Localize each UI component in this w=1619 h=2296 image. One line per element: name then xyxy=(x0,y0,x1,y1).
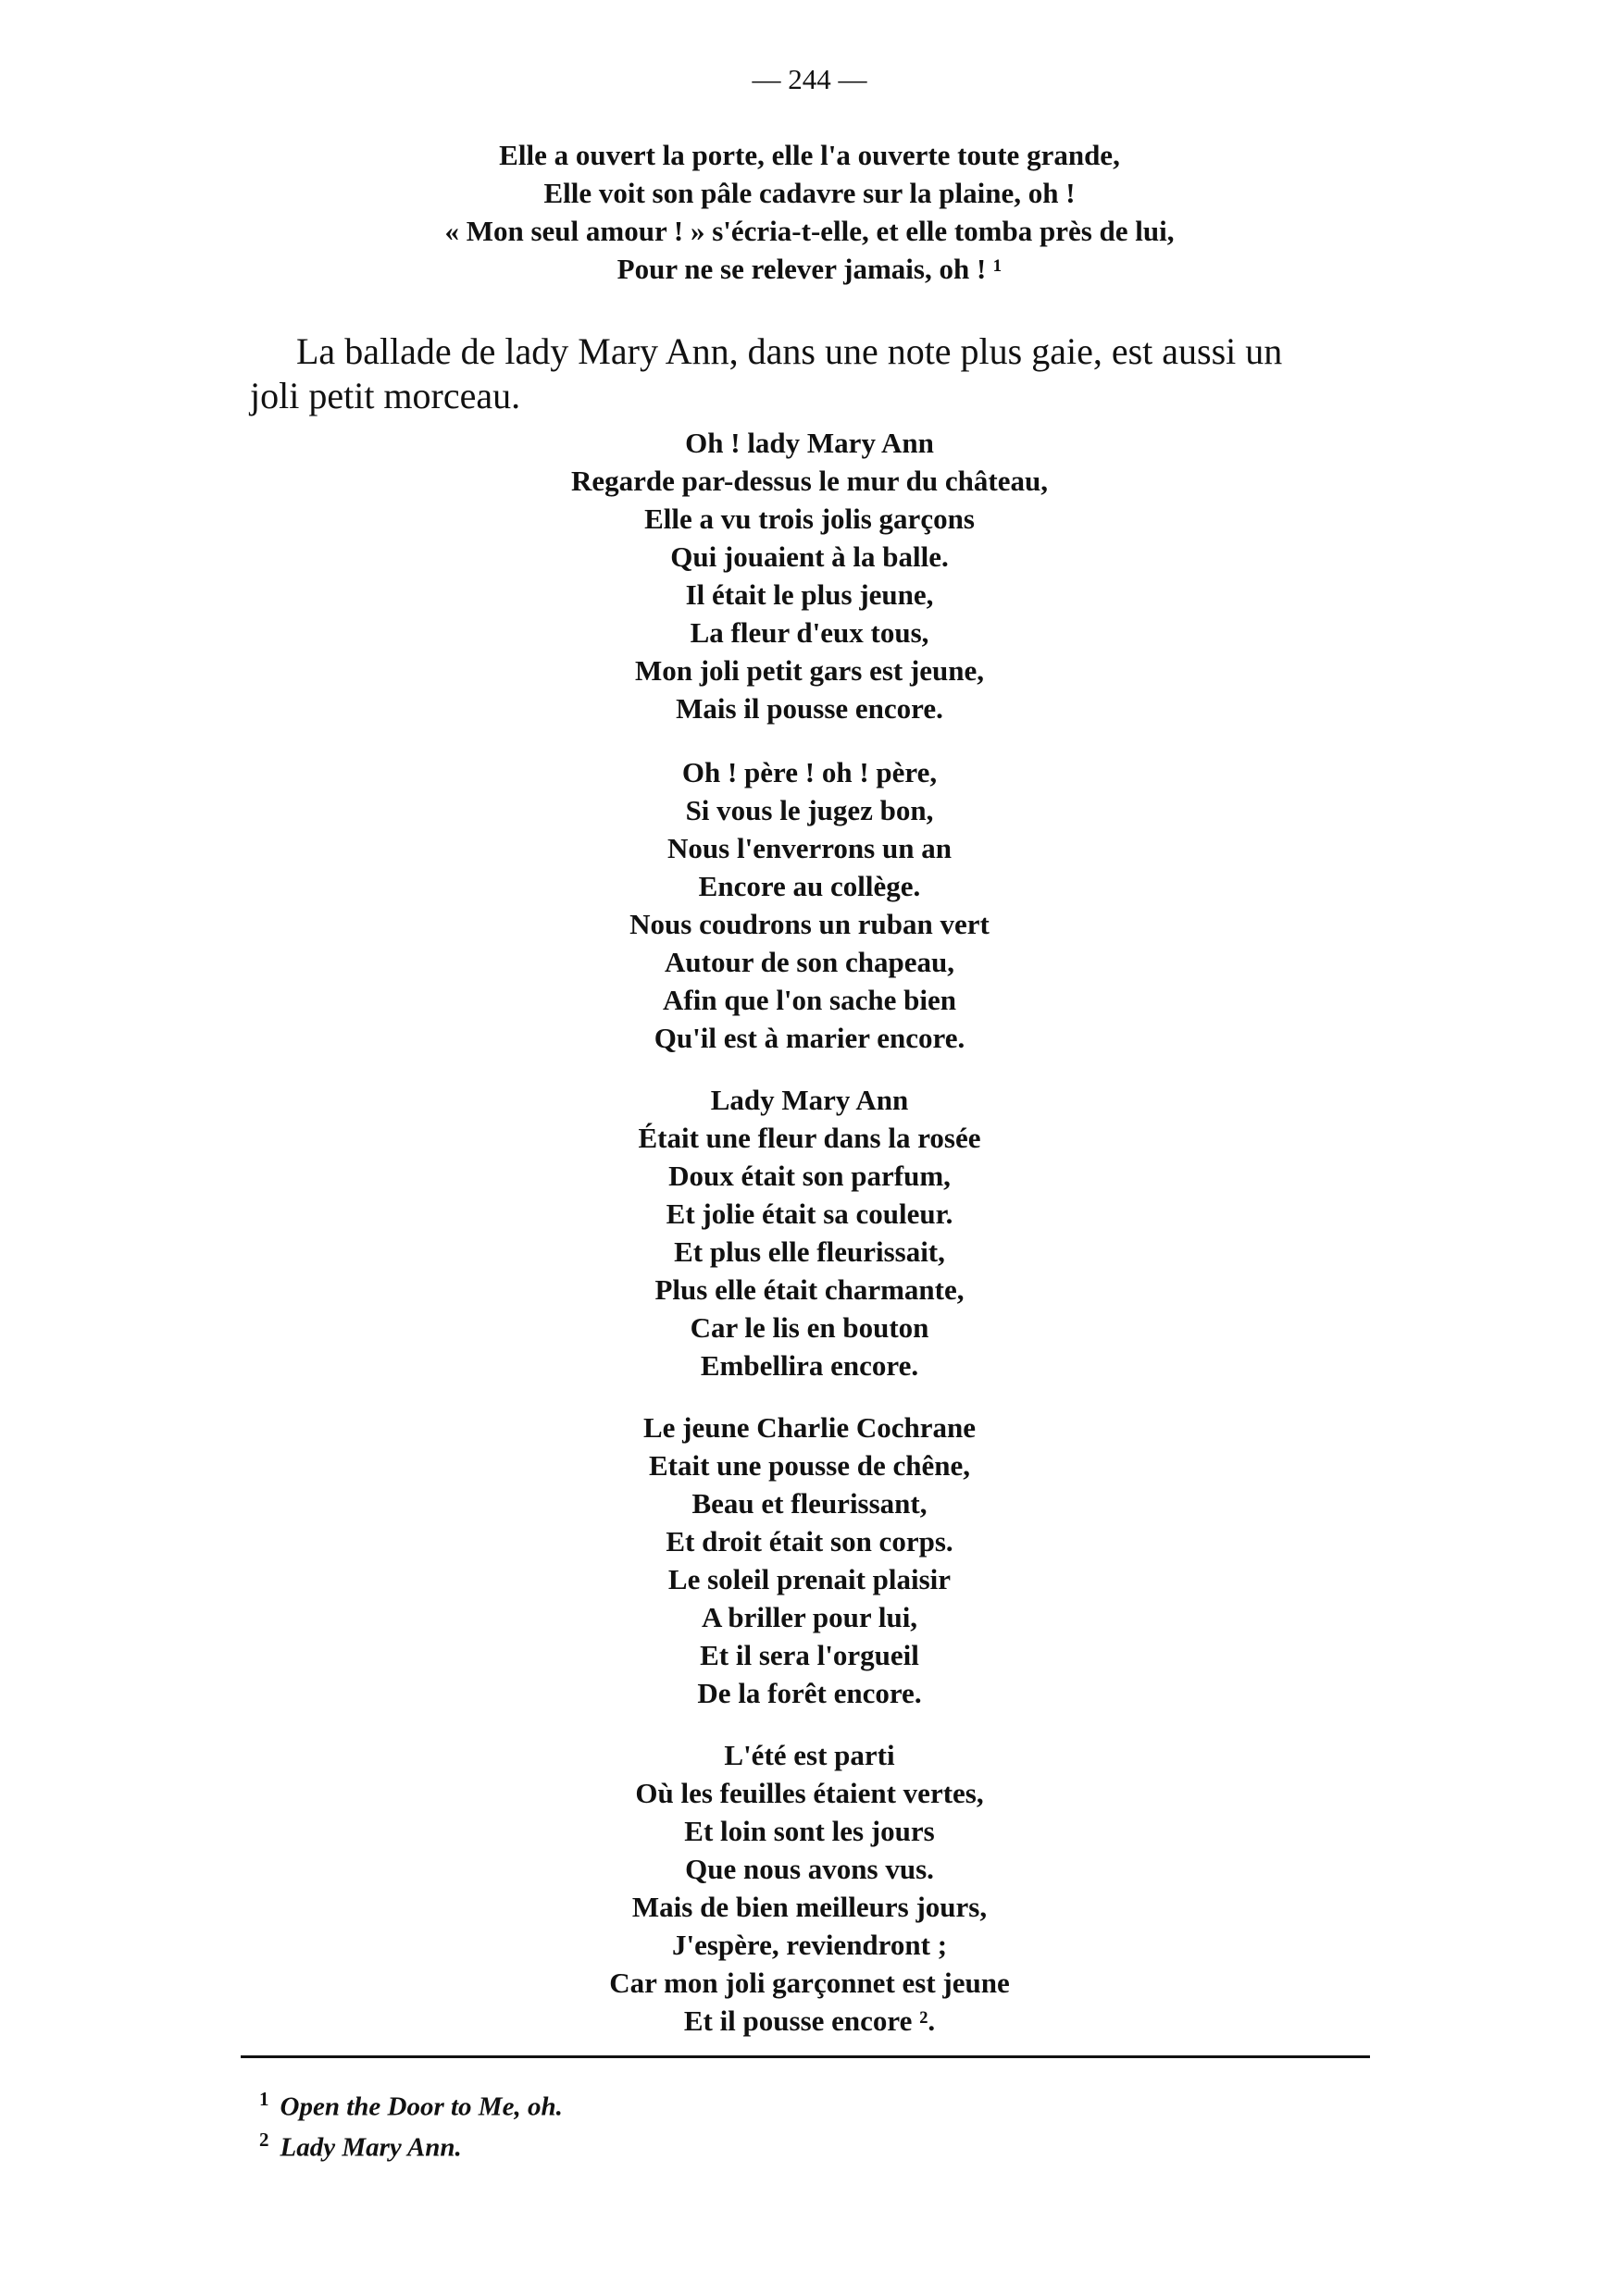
footnote-number: 2 xyxy=(259,2128,269,2151)
verse-line: Etait une pousse de chêne, xyxy=(648,1449,971,1482)
stanza-top xyxy=(0,136,1619,288)
footnote-number: 1 xyxy=(259,2088,269,2110)
paragraph-line: joli petit morceau. xyxy=(250,375,521,416)
verse-line: Il était le plus jeune, xyxy=(685,578,934,611)
verse-line: Pour ne se relever jamais, oh ! ¹ xyxy=(616,253,1003,285)
verse-line: « Mon seul amour ! » s'écria-t-elle, et elle tomba près de lui, xyxy=(444,215,1175,247)
verse-line: Et loin sont les jours xyxy=(684,1815,935,1847)
verse-line: Elle a vu trois jolis garçons xyxy=(644,503,975,535)
verse-line: Oh ! lady Mary Ann xyxy=(685,427,934,459)
verse-line: Qu'il est à marier encore. xyxy=(654,1022,965,1054)
verse-line: Elle a ouvert la porte, elle l'a ouverte toute grande, xyxy=(499,139,1120,171)
footnote xyxy=(259,2119,1277,2163)
verse-line: Embellira encore. xyxy=(700,1349,919,1382)
verse-line: Si vous le jugez bon, xyxy=(685,794,934,826)
body-paragraph xyxy=(250,329,1398,418)
verse-line: Car mon joli garçonnet est jeune xyxy=(609,1967,1010,1999)
verse-line: De la forêt encore. xyxy=(697,1677,922,1709)
verse-line: Qui jouaient à la balle. xyxy=(670,540,949,573)
verse-line: Oh ! père ! oh ! père, xyxy=(681,756,938,788)
verse-line: Et plus elle fleurissait, xyxy=(674,1235,945,1268)
verse-line: Elle voit son pâle cadavre sur la plaine, oh ! xyxy=(543,177,1076,209)
verse-line: Beau et fleurissant, xyxy=(691,1487,928,1520)
verse-line: Que nous avons vus. xyxy=(685,1853,934,1885)
verse-line: Nous coudrons un ruban vert xyxy=(629,908,990,940)
poem-stanza-2 xyxy=(0,753,1619,1057)
verse-line: Mais de bien meilleurs jours, xyxy=(631,1891,988,1923)
verse-line: L'été est parti xyxy=(724,1739,895,1771)
verse-line: A briller pour lui, xyxy=(701,1601,918,1633)
poem-stanza-5 xyxy=(0,1736,1619,2040)
footnote-text: Lady Mary Ann. xyxy=(280,2132,462,2163)
poem-stanza-4 xyxy=(0,1409,1619,1712)
verse-line: Car le lis en bouton xyxy=(690,1311,929,1344)
verse-line: Était une fleur dans la rosée xyxy=(638,1122,981,1154)
footnote-divider xyxy=(241,2055,1370,2058)
verse-line: Et il sera l'orgueil xyxy=(700,1639,919,1671)
verse-line: Doux était son parfum, xyxy=(668,1160,951,1192)
verse-line: Lady Mary Ann xyxy=(710,1084,909,1116)
verse-line: Le jeune Charlie Cochrane xyxy=(642,1411,977,1444)
page-number: — 244 — xyxy=(752,63,867,95)
verse-line: Où les feuilles étaient vertes, xyxy=(635,1777,984,1809)
verse-line: Et jolie était sa couleur. xyxy=(666,1198,953,1230)
paragraph-line: La ballade de lady Mary Ann, dans une note plus gaie, est aussi un xyxy=(296,330,1283,372)
verse-line: Mais il pousse encore. xyxy=(676,692,943,725)
poem-stanza-1 xyxy=(0,424,1619,727)
verse-line: Autour de son chapeau, xyxy=(665,946,954,978)
verse-line: Afin que l'on sache bien xyxy=(663,984,956,1016)
verse-line: Mon joli petit gars est jeune, xyxy=(634,654,985,687)
verse-line: Et il pousse encore ². xyxy=(683,2004,936,2037)
footnote-text: Open the Door to Me, oh. xyxy=(280,2091,563,2122)
footnote xyxy=(259,2079,1277,2122)
footnotes xyxy=(259,2079,1277,2163)
verse-line: Le soleil prenait plaisir xyxy=(667,1563,952,1595)
verse-line: Nous l'enverrons un an xyxy=(667,832,952,864)
verse-line: La fleur d'eux tous, xyxy=(690,616,929,649)
verse-line: Encore au collège. xyxy=(698,870,921,902)
poem-stanza-3 xyxy=(0,1081,1619,1384)
verse-line: Regarde par-dessus le mur du château, xyxy=(571,465,1048,497)
verse-line: Plus elle était charmante, xyxy=(654,1273,965,1306)
verse-line: Et droit était son corps. xyxy=(666,1525,953,1558)
verse-line: J'espère, reviendront ; xyxy=(671,1929,948,1961)
